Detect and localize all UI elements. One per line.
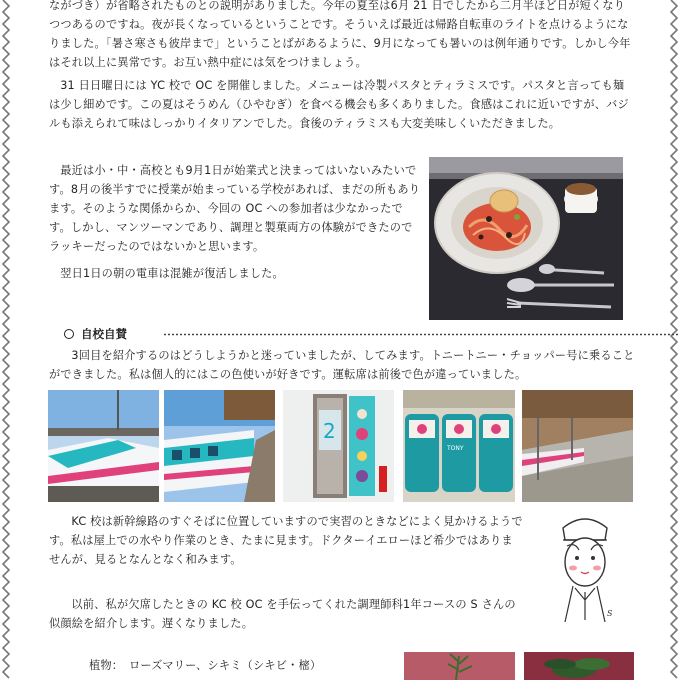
circle-bullet-icon: [64, 329, 74, 339]
plants-line: 植物： ローズマリー、シキミ（シキビ・樒）: [89, 659, 322, 672]
portrait-intro-paragraph: 以前、私が欠席したときの KC 校 OC を手伝ってくれた調理師科1年コースの S さんの似顔絵を紹介します。遅くなりました。: [49, 598, 516, 630]
oc-report-paragraph: 31 日日曜日には YC 校で OC を開催しました。メニューは冷製パスタとティラミスです。パスタと言っても麺は少し細めです。この夏はそうめん（ひやむぎ）を食べる機会も多くありました。食感はこれに近いですが、バジルも添えられて味はしっかりイタリアンでした。食後のティラミスも大変美味しくいただきました。: [49, 79, 629, 130]
shinkansen-front-photo: [48, 390, 159, 502]
train-platform-photo: [522, 390, 633, 502]
shikimi-photo: [524, 652, 634, 680]
train-crowd-paragraph: 翌日1日の朝の電車は混雑が復活しました。: [60, 267, 284, 280]
portrait-signature: S: [607, 609, 613, 618]
student-portrait-sketch: [545, 512, 625, 622]
intro-paragraph: ながづき）が省略されたものとの説明がありました。今年の夏至は6月 21 日でしたから二月半ほど日が短くなりつつあるのですね。夜が長くなっているということです。そういえば最近は帰路自転車のライトを点けるようになりました。「暑さ寒さも彼岸まで」ということばがあるように、9月になっても暑いのは例年通りです。しかし今年はそれ以上に異常です。お互い熱中症には気をつけましょう。: [49, 0, 631, 69]
left-zigzag-border: [0, 0, 12, 680]
dotted-divider: [164, 333, 680, 336]
rosemary-photo: [404, 652, 515, 680]
train-door-photo: [283, 390, 394, 502]
right-zigzag-border: [668, 0, 680, 680]
train-seats-photo: [403, 390, 515, 502]
section-heading-title: 自校自賛: [81, 327, 127, 341]
kc-school-paragraph: KC 校は新幹線路のすぐそばに位置していますので実習のときなどによく見かけるようです。私は屋上での水やり作業のとき、たまに見ます。ドクターイエローほど希少ではありませんが、見るとなんとなく和みます。: [49, 515, 523, 566]
chopper-train-paragraph: 3回目を紹介するのはどうしようかと迷っていましたが、してみます。トニートニー・チョッパー号に乗ることができました。私は個人的にはこの色使いが好きです。運転席は前後で色が違っていました。: [49, 349, 635, 381]
shinkansen-side-photo: [164, 390, 275, 502]
pasta-tiramisu-photo: [429, 157, 623, 320]
school-start-paragraph: 最近は小・中・高校とも9月1日が始業式と決まってはいないみたいです。8月の後半すでに授業が始まっている学校があれば、まだの所もあります。そのような関係からか、今回の OC への参加者は少なかったです。しかし、マンツーマンであり、調理と製菓両方の体験ができたのでラッキーだったのではないかと思います。: [49, 164, 421, 253]
train-car-number: 2: [323, 419, 336, 443]
section-heading: [64, 326, 634, 342]
seat-cover-label: TONY: [447, 445, 464, 452]
